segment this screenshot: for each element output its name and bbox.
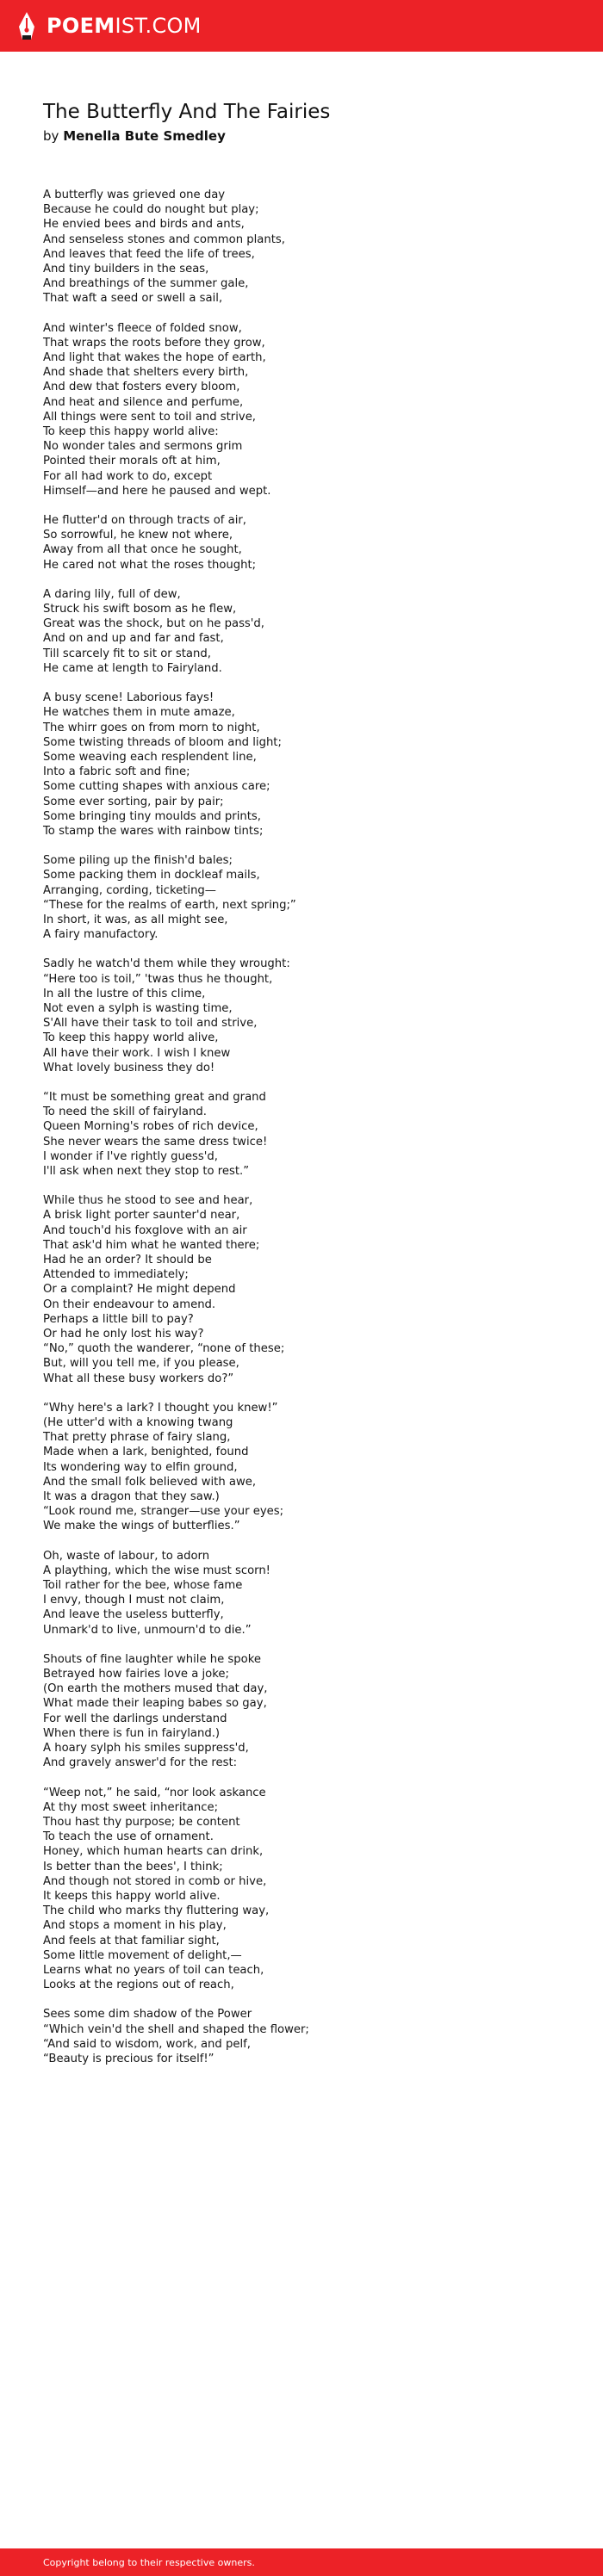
poem-line: Sadly he watch'd them while they wrought: [43,957,290,971]
poem-line: Into a fabric soft and fine; [43,765,190,779]
poem-line: What made their leaping babes so gay, [43,1697,267,1711]
poem-line: To stamp the wares with rainbow tints; [43,824,264,838]
copyright-text: Copyright belong to their respective owners. [43,2556,255,2568]
poem-line: “Look round me, stranger—use your eyes; [43,1505,284,1519]
stanza [43,1090,560,1179]
stanza [43,587,560,676]
poem-line: “Why here's a lark? I thought you knew!” [43,1401,278,1415]
poem-line: It keeps this happy world alive. [43,1889,221,1903]
poem-title: The Butterfly And The Fairies [43,101,331,123]
poem-line: But, will you tell me, if you please, [43,1357,239,1371]
poem-line: I envy, though I must not claim, [43,1594,225,1607]
poem-line: A busy scene! Laborious fays! [43,691,214,705]
poem-line: Away from all that once he sought, [43,543,242,557]
poem-line: To keep this happy world alive: [43,425,219,439]
poem-line: What lovely business they do! [43,1061,215,1074]
poem-line: He flutter'd on through tracts of air, [43,514,246,528]
poem-line: Pointed their morals oft at him, [43,455,221,468]
poem-line: And stops a moment in his play, [43,1919,227,1933]
poem-line: And feels at that familiar sight, [43,1934,220,1947]
poem-line: Is better than the bees', I think; [43,1860,223,1873]
poem-line: Some ever sorting, pair by pair; [43,795,224,808]
poem-line: (On earth the mothers mused that day, [43,1682,268,1696]
poem-line: And touch'd his foxglove with an air [43,1223,247,1237]
poem-line: While thus he stood to see and hear, [43,1194,253,1208]
poem-line: S'All have their task to toil and strive, [43,1017,258,1031]
poem-line: That wraps the roots before they grow, [43,336,265,350]
poem-line: Its wondering way to elfin ground, [43,1460,238,1474]
poem-body [43,188,560,2081]
pen-nib-icon[interactable] [16,11,38,40]
poem-line: Learns what no years of toil can teach, [43,1963,264,1977]
poem-line: He envied bees and birds and ants, [43,218,245,232]
site-logo[interactable] [47,15,202,36]
poem-line: Some piling up the finish'd bales; [43,854,233,868]
byline [43,127,226,145]
poem-line: I wonder if I've rightly guess'd, [43,1149,218,1163]
poem-line: Perhaps a little bill to pay? [43,1312,194,1326]
poem-line: Some packing them in dockleaf mails, [43,869,260,882]
poem-line: To teach the use of ornament. [43,1830,214,1844]
poem-line: And the small folk believed with awe, [43,1475,257,1489]
poem-line: “Weep not,” he said, “nor look askance [43,1786,266,1799]
poem-line: To need the skill of fairyland. [43,1105,207,1119]
poem-line: And shade that shelters every birth, [43,366,249,380]
stanza [43,957,560,1075]
poem-line: Some twisting threads of bloom and light; [43,735,282,749]
poem-line: Some weaving each resplendent line, [43,750,257,764]
stanza [43,188,560,307]
poem-line: And dew that fosters every bloom, [43,381,240,394]
poem-line: And breathings of the summer gale, [43,277,249,291]
site-footer [0,2548,603,2576]
poem-line: To keep this happy world alive, [43,1031,219,1045]
logo-bold-text: POEM [47,14,115,38]
poem-line: Sees some dim shadow of the Power [43,2008,252,2022]
poem-line: A hoary sylph his smiles suppress'd, [43,1742,249,1756]
poem-line: Made when a lark, benighted, found [43,1446,249,1459]
poem-line: We make the wings of butterflies.” [43,1520,240,1533]
poem-line: “And said to wisdom, work, and pelf, [43,2037,251,2051]
poem-line: Shouts of fine laughter while he spoke [43,1652,262,1666]
poem-line: A butterfly was grieved one day [43,189,226,201]
poem-line: Attended to immediately; [43,1268,189,1282]
poem-line: She never wears the same dress twice! [43,1135,268,1149]
poem-line: A brisk light porter saunter'd near, [43,1209,240,1223]
poem-line: “It must be something great and grand [43,1090,266,1104]
poem-line: He came at length to Fairyland. [43,661,222,675]
poem-line: When there is fun in fairyland.) [43,1726,221,1740]
poem-line: Struck his swift bosom as he flew, [43,603,237,616]
poem-line: “Beauty is precious for itself!” [43,2052,214,2065]
poem-line: Some cutting shapes with anxious care; [43,780,270,794]
poem-line: The child who marks thy fluttering way, [43,1904,270,1918]
poem-line: Great was the shock, but on he pass'd, [43,617,264,631]
poem-line: And senseless stones and common plants, [43,232,285,246]
poem-line: And winter's fleece of folded snow, [43,321,242,335]
poem-line: Looks at the regions out of reach, [43,1978,234,1992]
poem-line: And light that wakes the hope of earth, [43,351,266,365]
poem-line: Honey, which human hearts can drink, [43,1845,264,1859]
stanza [43,1193,560,1386]
poem-line: Arranging, cording, ticketing— [43,883,216,897]
stanza [43,2007,560,2066]
poem-line: And leave the useless butterfly, [43,1608,224,1622]
poem-line: That waft a seed or swell a sail, [43,292,223,306]
poem-line: The whirr goes on from morn to night, [43,721,260,734]
stanza [43,1652,560,1771]
poem-line: On their endeavour to amend. [43,1297,216,1311]
stanza [43,1549,560,1638]
stanza [43,513,560,573]
poem-line: Oh, waste of labour, to adorn [43,1549,210,1563]
poem-line: Not even a sylph is wasting time, [43,1001,233,1015]
site-header [0,0,603,52]
poem-line: Himself—and here he paused and wept. [43,484,271,498]
poem-line: And though not stored in comb or hive, [43,1874,267,1888]
poem-line: He cared not what the roses thought; [43,558,257,572]
poem-line: And heat and silence and perfume, [43,395,244,409]
poem-line: No wonder tales and sermons grim [43,440,243,454]
poem-line: Had he an order? It should be [43,1254,212,1266]
stanza [43,1786,560,1993]
poem-line: What all these busy workers do?” [43,1372,234,1385]
poem-line: And leaves that feed the life of trees, [43,247,255,261]
poem-line: Some little movement of delight,— [43,1948,242,1962]
poem-line: So sorrowful, he knew not where, [43,529,233,542]
poem-line: And tiny builders in the seas, [43,263,209,276]
poem-line: “These for the realms of earth, next spring;” [43,898,296,912]
poem-line: For well the darlings understand [43,1712,227,1725]
poem-line: Till scarcely fit to sit or stand, [43,647,211,660]
poem-line: Toil rather for the bee, whose fame [43,1579,243,1593]
logo-light-text: IST.COM [115,14,202,38]
poem-line: “No,” quoth the wanderer, “none of these; [43,1342,285,1356]
poem-line: “Which vein'd the shell and shaped the flower; [43,2022,309,2036]
stanza [43,321,560,498]
poem-line: Or a complaint? He might depend [43,1283,236,1297]
poem-line: Or had he only lost his way? [43,1328,204,1341]
stanza [43,690,560,839]
by-label: by [43,128,59,144]
poem-line: For all had work to do, except [43,469,213,483]
poem-line: I'll ask when next they stop to rest.” [43,1164,250,1178]
stanza [43,1401,560,1534]
poem-line: And gravely answer'd for the rest: [43,1756,238,1770]
poem-line: That pretty phrase of fairy slang, [43,1431,231,1445]
poem-line: Some bringing tiny moulds and prints, [43,809,261,823]
poem-line: And on and up and far and fast, [43,632,224,646]
poem-line: Thou hast thy purpose; be content [43,1815,240,1829]
author-link[interactable]: Menella Bute Smedley [63,128,226,144]
poem-line: Betrayed how fairies love a joke; [43,1668,229,1681]
stanza [43,853,560,942]
poem-line: In all the lustre of this clime, [43,987,206,1000]
poem-line: A daring lily, full of dew, [43,587,181,601]
poem-line: Because he could do nought but play; [43,203,259,217]
poem-line: (He utter'd with a knowing twang [43,1416,233,1430]
poem-line: In short, it was, as all might see, [43,913,228,926]
poem-line: “Here too is toil,” 'twas thus he thought, [43,972,273,986]
poem-line: He watches them in mute amaze, [43,706,235,720]
poem-line: All things were sent to toil and strive, [43,410,256,424]
poem-line: Queen Morning's robes of rich device, [43,1120,258,1134]
poem-line: At thy most sweet inheritance; [43,1800,219,1814]
poem-line: Unmark'd to live, unmourn'd to die.” [43,1623,252,1637]
poem-line: That ask'd him what he wanted there; [43,1238,260,1252]
poem-line: A plaything, which the wise must scorn! [43,1564,270,1577]
poem-line: It was a dragon that they saw.) [43,1490,220,1504]
poem-line: All have their work. I wish I knew [43,1046,231,1060]
poem-line: A fairy manufactory. [43,928,159,942]
